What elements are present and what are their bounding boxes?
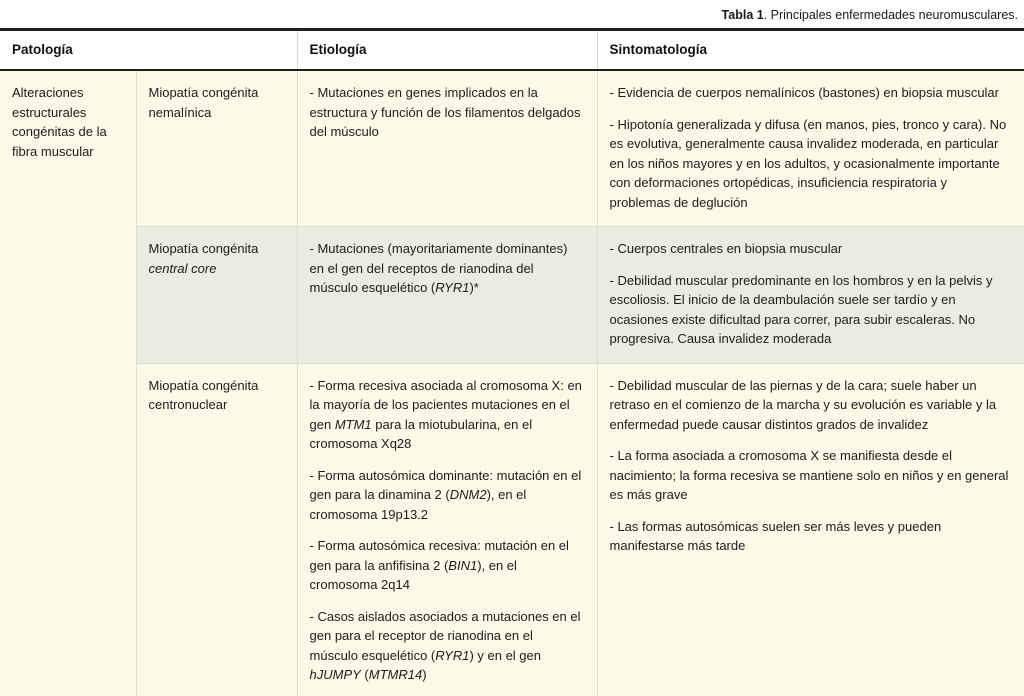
subtype-line-2: centronuclear (148, 397, 228, 412)
group-label-text: Alteraciones estructurales congénitas de la fibra muscular (12, 85, 107, 159)
etiologia-item: - Casos aislados asociados a mutaciones en el gen para el receptor de rianodina en el músculo esquelético (RYR1) y en el gen hJUMPY (MTMR14) (309, 608, 581, 682)
subtype-line-2: central core (148, 260, 217, 276)
table-row (0, 227, 1024, 364)
sintomatologia-cell (597, 70, 1024, 227)
table-row (0, 70, 1024, 227)
sintomatologia-item: - Debilidad muscular predominante en los hombros y en la pelvis y escoliosis. El inicio de la deambulación suele ser tardío y en ocasiones existe dificultad para correr, para subir escaleras. No progresiva. Causa invalidez moderada (609, 272, 993, 346)
table-caption (0, 0, 1024, 28)
column-header-patologia: Patología (0, 30, 297, 71)
sintomatologia-item: - Cuerpos centrales en biopsia muscular (609, 241, 843, 256)
subtype-line-1: Miopatía congénita (148, 241, 259, 256)
sintomatologia-item: - Debilidad muscular de las piernas y de la cara; suele haber un retraso en el comienzo de la marcha y su evolución es variable y la enfermedad puede causar distintos grados de invalidez (609, 377, 997, 432)
subtype-cell (136, 70, 297, 227)
neuromuscular-diseases-table (0, 28, 1024, 696)
table-row (0, 363, 1024, 696)
column-header-sintomatologia: Sintomatología (597, 30, 1024, 71)
sintomatologia-item: - Las formas autosómicas suelen ser más leves y pueden manifestarse más tarde (609, 518, 942, 553)
table-body (0, 70, 1024, 696)
sintomatologia-item: - La forma asociada a cromosoma X se manifiesta desde el nacimiento; la forma recesiva se mantiene solo en niños y en general es más grave (609, 448, 1009, 502)
sintomatologia-cell (597, 363, 1024, 696)
subtype-cell (136, 363, 297, 696)
caption-text: . Principales enfermedades neuromusculares. (763, 8, 1018, 22)
etiologia-item: - Forma autosómica dominante: mutación en el gen para la dinamina 2 (DNM2), en el cromosoma 19p13.2 (309, 467, 582, 522)
column-header-etiologia: Etiología (297, 30, 597, 71)
sintomatologia-item: - Evidencia de cuerpos nemalínicos (bastones) en biopsia muscular (609, 85, 999, 100)
group-label-cell (0, 70, 136, 696)
header-row (0, 30, 1024, 71)
subtype-line-2: nemalínica (148, 104, 212, 120)
subtype-line-1: Miopatía congénita (148, 85, 259, 100)
subtype-line-1: Miopatía congénita (148, 377, 259, 393)
etiologia-item: - Forma autosómica recesiva: mutación en el gen para la anfifisina 2 (BIN1), en el cromosoma 2q14 (309, 538, 569, 592)
etiologia-item: - Mutaciones en genes implicados en la estructura y función de los filamentos delgados del músculo (309, 85, 581, 139)
etiologia-cell (297, 227, 597, 364)
etiologia-item: - Forma recesiva asociada al cromosoma X: en la mayoría de los pacientes mutaciones en el gen MTM1 para la miotubularina, en el cromosoma Xq28 (309, 377, 582, 451)
sintomatologia-item: - Hipotonía generalizada y difusa (en manos, pies, tronco y cara). No es evolutiva, generalmente causa invalidez moderada, en particular en los niños mayores y en los adultos, y ocasionalmente importante con deformaciones ortopédicas, insuficiencia respiratoria y problemas de deglución (609, 116, 1007, 210)
caption-label: Tabla 1 (721, 8, 764, 22)
etiologia-item: - Mutaciones (mayoritariamente dominantes) en el gen del receptos de rianodina del músculo esquelético (RYR1)* (309, 241, 568, 295)
sintomatologia-cell (597, 227, 1024, 364)
table-header (0, 30, 1024, 71)
etiologia-cell (297, 363, 597, 696)
subtype-cell (136, 227, 297, 364)
etiologia-cell (297, 70, 597, 227)
